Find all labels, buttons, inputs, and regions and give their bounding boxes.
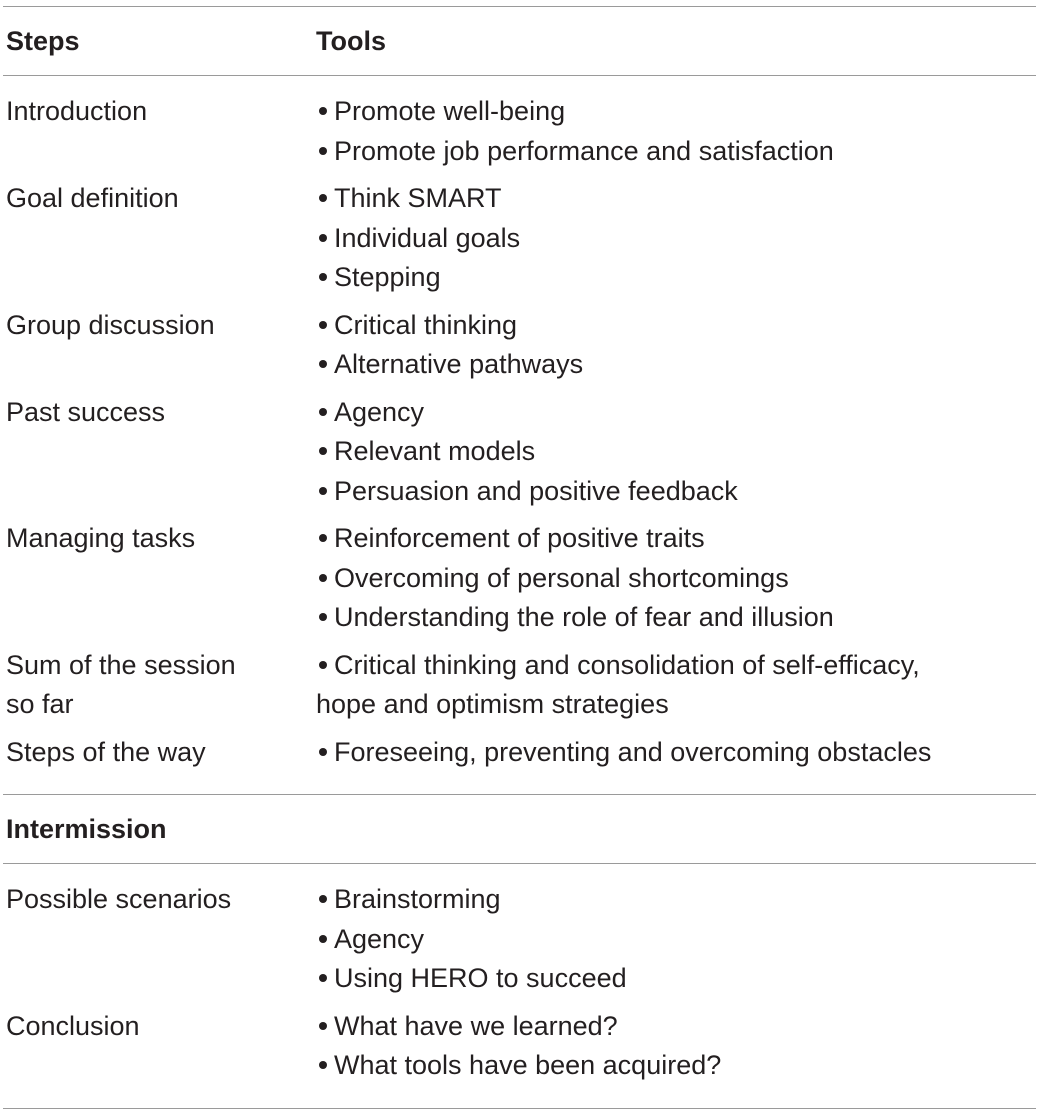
tools-cell [316, 179, 1036, 298]
bullet-icon [319, 935, 327, 943]
step-label: Group discussion [6, 309, 215, 340]
steps-tools-table [3, 0, 1036, 1109]
tool-text: hope and optimism strategies [316, 689, 669, 719]
step-label: Steps of the way [6, 736, 206, 767]
bullet-icon [319, 360, 327, 368]
bullet-icon [319, 613, 327, 621]
tool-item [316, 1046, 1036, 1086]
tool-item [316, 559, 1036, 599]
table-row [3, 519, 1036, 646]
bottom-rule [3, 1108, 1036, 1109]
tool-item [316, 646, 1036, 686]
table-row [3, 179, 1036, 306]
header-steps: Steps [6, 25, 80, 56]
tool-item [316, 959, 1036, 999]
step-cell [3, 733, 316, 773]
tool-item [316, 1007, 1036, 1047]
tool-text: Relevant models [334, 436, 536, 466]
step-label: Sum of the session [6, 649, 236, 680]
tool-text: Agency [334, 923, 425, 954]
tool-text: Alternative pathways [334, 349, 584, 379]
tool-item [316, 92, 1036, 132]
tool-text: Agency [334, 396, 425, 427]
tool-text: Critical thinking and consolidation of self-efficacy, [334, 649, 920, 680]
tool-text: Brainstorming [334, 884, 501, 914]
table-row [3, 1007, 1036, 1094]
step-label: Possible scenarios [6, 884, 232, 914]
tool-item [316, 219, 1036, 259]
bullet-icon [319, 194, 327, 202]
tool-item [316, 306, 1036, 346]
tool-text: What tools have been acquired? [334, 1050, 722, 1080]
table-row [3, 733, 1036, 781]
table-row [3, 306, 1036, 393]
header-tools: Tools [316, 25, 386, 56]
tool-text: Think SMART [334, 183, 502, 213]
bullet-icon [319, 147, 327, 155]
step-cell [3, 179, 316, 219]
tool-text: Stepping [334, 262, 441, 292]
tool-text: Critical thinking [334, 309, 518, 340]
step-cell [3, 306, 316, 346]
tools-cell [316, 393, 1036, 512]
step-cell [3, 1007, 316, 1047]
step-cell [3, 92, 316, 132]
tools-cell [316, 1007, 1036, 1086]
table-row [3, 92, 1036, 179]
step-cell [3, 519, 316, 559]
table-row [3, 393, 1036, 520]
tool-item [316, 733, 1036, 773]
bullet-icon [319, 447, 327, 455]
tools-cell [316, 646, 1036, 725]
tool-item [316, 432, 1036, 472]
intermission-title: Intermission [6, 814, 167, 844]
tools-cell [316, 880, 1036, 999]
bullet-icon [319, 321, 327, 329]
bullet-icon [319, 748, 327, 756]
tool-text: Promote job performance and satisfaction [334, 135, 834, 166]
tool-item [316, 920, 1036, 960]
tool-item [316, 685, 1036, 725]
tools-cell [316, 733, 1036, 773]
step-cell [3, 880, 316, 920]
tool-text: Promote well-being [334, 96, 566, 126]
tool-item [316, 519, 1036, 559]
tool-item [316, 393, 1036, 433]
bullet-icon [319, 974, 327, 982]
tool-text: Understanding the role of fear and illusion [334, 602, 834, 632]
tool-item [316, 345, 1036, 385]
tool-item [316, 179, 1036, 219]
table-row [3, 646, 1036, 733]
bullet-icon [319, 534, 327, 542]
tool-item [316, 472, 1036, 512]
tools-cell [316, 92, 1036, 171]
tool-text: Foreseeing, preventing and overcoming obstacles [334, 736, 932, 767]
bullet-icon [319, 487, 327, 495]
bullet-icon [319, 408, 327, 416]
table-header [3, 7, 1036, 75]
bullet-icon [319, 661, 327, 669]
tool-text: Reinforcement of positive traits [334, 523, 705, 553]
bullet-icon [319, 273, 327, 281]
bullet-icon [319, 574, 327, 582]
step-label: Goal definition [6, 183, 179, 213]
bullet-icon [319, 107, 327, 115]
tool-item [316, 132, 1036, 172]
section-steps [3, 92, 1036, 780]
tools-cell [316, 519, 1036, 638]
tool-item [316, 258, 1036, 298]
bullet-icon [319, 1022, 327, 1030]
step-label: so far [6, 689, 74, 719]
tool-text: Using HERO to succeed [334, 963, 627, 993]
tool-text: What have we learned? [334, 1010, 618, 1041]
tool-text: Individual goals [334, 222, 521, 253]
tool-text: Overcoming of personal shortcomings [334, 562, 789, 593]
bullet-icon [319, 1061, 327, 1069]
step-label: Introduction [6, 96, 148, 126]
tool-text: Persuasion and positive feedback [334, 475, 738, 506]
table-row [3, 880, 1036, 1007]
step-cell [3, 393, 316, 433]
step-label: Managing tasks [6, 523, 196, 553]
step-label: Conclusion [6, 1010, 140, 1041]
bullet-icon [319, 895, 327, 903]
step-cell [3, 646, 316, 725]
tools-cell [316, 306, 1036, 385]
tool-item [316, 598, 1036, 638]
section-after-intermission [3, 880, 1036, 1094]
bullet-icon [319, 234, 327, 242]
tool-item [316, 880, 1036, 920]
step-label: Past success [6, 396, 166, 427]
